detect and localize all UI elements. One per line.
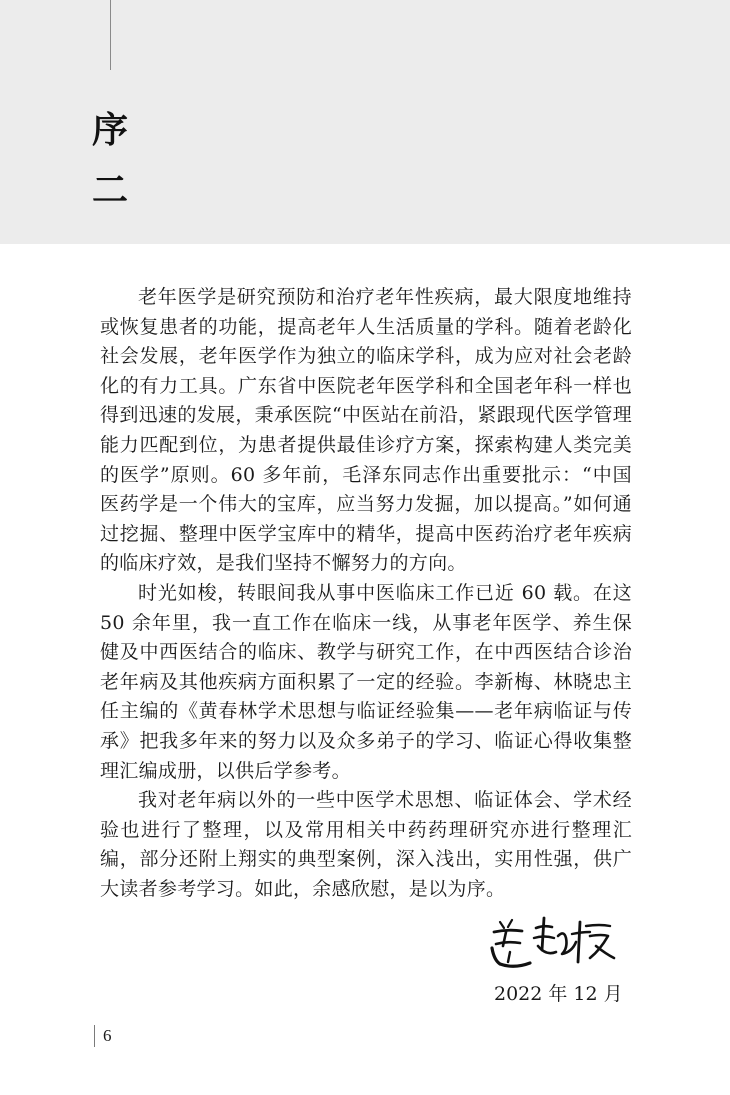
preface-body xyxy=(100,283,632,904)
page-number: 6 xyxy=(103,1026,112,1045)
header-band xyxy=(0,0,730,244)
paragraph-2: 时光如梭，转眼间我从事中医临床工作已近 60 载。在这 50 余年里，我一直工作在临床一线，从事老年医学、养生保健及中西医结合的临床、教学与研究工作，在中西医结合诊治老年病及其他疾病方面积累了一定的经验。李新梅、林晓忠主任主编的《黄春林学术思想与临证经验集——老年病临证与传承》把我多年来的努力以及众多弟子的学习、临证心得收集整理汇编成册，以供后学参考。 xyxy=(100,581,632,782)
page-title-line2: 二 xyxy=(92,169,129,211)
paragraph-3: 我对老年病以外的一些中医学术思想、临证体会、学术经验也进行了整理，以及常用相关中药药理研究亦进行整理汇编，部分还附上翔实的典型案例，深入浅出，实用性强，供广大读者参考学习。如此，余感欣慰，是以为序。 xyxy=(100,789,632,900)
signature-date: 2022 年 12 月 xyxy=(494,983,623,1005)
header-divider-line xyxy=(110,0,111,70)
paragraph-1: 老年医学是研究预防和治疗老年性疾病，最大限度地维持或恢复患者的功能，提高老年人生活质量的学科。随着老龄化社会发展，老年医学作为独立的临床学科，成为应对社会老龄化的有力工具。广东省中医院老年医学科和全国老年科一样也得到迅速的发展，秉承医院“中医站在前沿，紧跟现代医学管理能力匹配到位，为患者提供最佳诊疗方案，探索构建人类完美的医学”原则。60 多年前，毛泽东同志作出重要批示：“中国医药学是一个伟大的宝库，应当努力发掘，加以提高。”如何通过挖掘、整理中医学宝库中的精华，提高中医药治疗老年疾病的临床疗效，是我们坚持不懈努力的方向。 xyxy=(100,286,632,575)
handwritten-signature xyxy=(486,912,618,976)
folio-divider-line xyxy=(94,1025,95,1047)
page-title-line1: 序 xyxy=(92,109,129,151)
